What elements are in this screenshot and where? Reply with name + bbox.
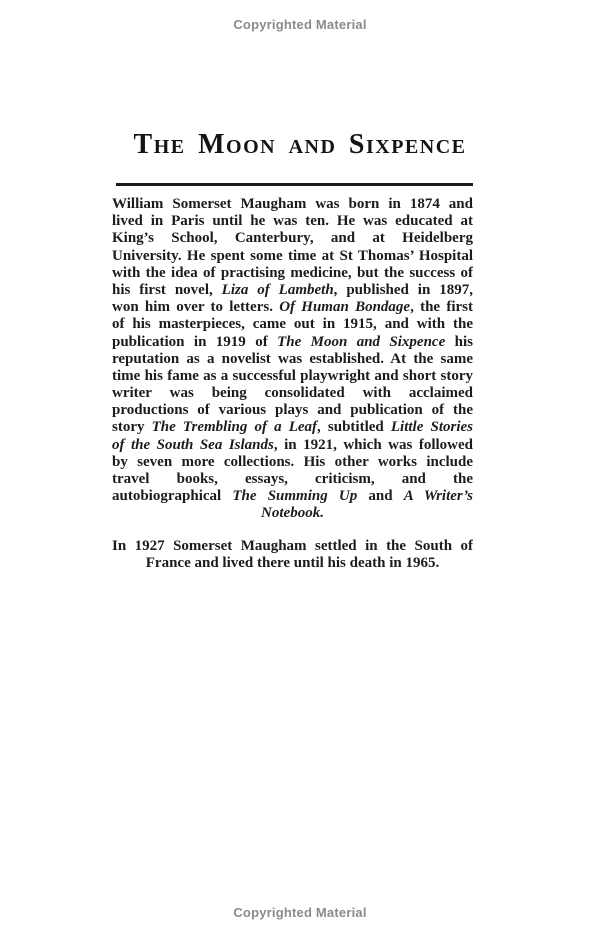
text-run: with the idea of practising medicine, but the success of: [112, 264, 473, 281]
text-run: In 1927 Somerset Maugham settled in the South of: [112, 538, 473, 554]
italic-text-run: of the South Sea Islands: [112, 436, 274, 453]
text-run: his first novel,: [112, 281, 222, 298]
text-run: story: [112, 419, 152, 436]
text-run: time his fame as a successful playwright and short story: [112, 367, 473, 384]
text-run: publication in 1919 of: [112, 333, 278, 350]
italic-text-run: The Moon and Sixpence: [277, 333, 446, 350]
text-run: writer was being consolidated with acclaimed: [112, 385, 473, 402]
text-line: [112, 471, 473, 488]
text-line: [112, 196, 473, 213]
text-line: [112, 402, 473, 419]
book-title: The Moon and Sixpence: [133, 129, 467, 160]
text-run: , subtitled: [317, 419, 391, 436]
text-line: [112, 282, 473, 299]
italic-text-run: Liza of Lambeth: [221, 281, 334, 298]
text-line: [112, 454, 473, 471]
text-run: lived in Paris until he was ten. He was educated at: [112, 213, 473, 230]
copyright-notice-bottom: Copyrighted Material: [233, 905, 367, 920]
text-run: , in 1921, which was followed: [273, 436, 473, 453]
copyright-notice-top: Copyrighted Material: [233, 17, 367, 32]
text-run: by seven more collections. His other works include: [112, 453, 473, 470]
text-run: and: [357, 488, 404, 505]
text-run: reputation as a novelist was established. At the same: [112, 350, 473, 367]
text-run: King’s School, Canterbury, and at Heidelberg: [112, 230, 473, 247]
text-line: [112, 437, 473, 454]
text-line: [112, 419, 473, 436]
text-line: [112, 385, 473, 402]
text-line: [112, 230, 473, 247]
text-line: [112, 299, 473, 316]
text-line: [112, 505, 473, 522]
text-line: [112, 555, 473, 572]
text-run: won him over to letters.: [112, 299, 280, 316]
text-line: [112, 488, 473, 505]
text-run: autobiographical: [112, 488, 233, 505]
text-run: productions of various plays and publication of the: [112, 402, 473, 419]
text-line: [112, 538, 473, 555]
italic-text-run: A Writer’s: [403, 488, 473, 505]
text-line: [112, 213, 473, 230]
title-divider-rule: [116, 183, 473, 186]
italic-text-run: Little Stories: [390, 419, 473, 436]
text-run: , the first: [410, 299, 473, 316]
text-run: , published in 1897,: [333, 281, 473, 298]
text-line: [112, 316, 473, 333]
text-run: William Somerset Maugham was born in 1874 and: [112, 196, 473, 212]
text-line: [112, 334, 473, 351]
text-line: [112, 248, 473, 265]
text-run: his: [445, 333, 473, 350]
italic-text-run: Notebook.: [261, 505, 324, 522]
italic-text-run: The Trembling of a Leaf: [151, 419, 318, 436]
text-line: [112, 351, 473, 368]
italic-text-run: Of Human Bondage: [279, 299, 411, 316]
author-bio-paragraph: [112, 196, 473, 523]
text-line: [112, 368, 473, 385]
text-run: France and lived there until his death in 1965.: [145, 555, 440, 572]
text-run: travel books, essays, criticism, and the: [112, 471, 473, 487]
italic-text-run: The Summing Up: [232, 488, 358, 505]
text-run: of his masterpieces, came out in 1915, and with the: [112, 316, 473, 333]
text-line: [112, 265, 473, 282]
author-note-paragraph: [112, 538, 473, 572]
text-run: University. He spent some time at St Thomas’ Hospital: [112, 247, 473, 264]
